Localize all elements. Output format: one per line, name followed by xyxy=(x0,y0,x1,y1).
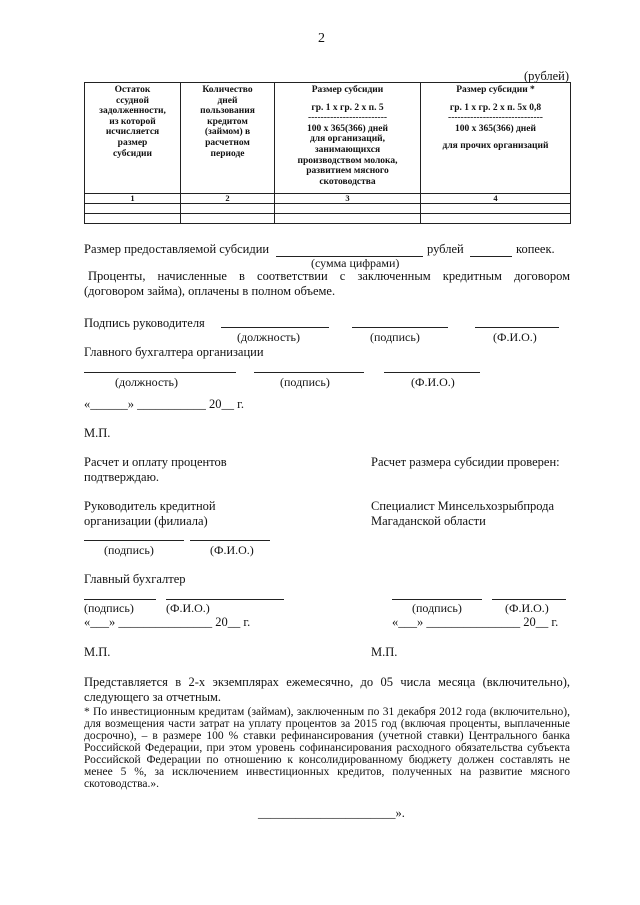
footnote: * По инвестиционным кредитам (займам), заключенным по 31 декабря 2012 года (включительно), для возмещения части затрат на уплату процентов за 2015 год (включая проценты, выплаченные досрочно), – в размере 100 % ставки рефинансирования (учетной ставки) Центрального банка Российской Федерации, при этом уровень софинансирования расходного обязательства субъекта Российской Федерации по отношению к консолидированному бюджету должен составлять не менее 5 %, за исключением инвестиционных кредитов, полученных на развитие мясного скотоводства.». xyxy=(84,706,570,790)
specialist-name-field[interactable] xyxy=(492,599,566,600)
specialist-stamp: М.П. xyxy=(371,645,398,659)
head-signature-label: Подпись руководителя xyxy=(84,316,205,330)
table-row xyxy=(85,214,571,224)
submission-note: Представляется в 2-х экземплярах ежемесячно, до 05 числа месяца (включительно), следующего за отчетным. xyxy=(84,675,570,704)
bank-head-line2: организации (филиала) xyxy=(84,514,208,528)
bank-head-signature-field[interactable] xyxy=(84,540,184,541)
head-position-field[interactable] xyxy=(221,327,329,328)
confirm-label-line1: Расчет и оплату процентов xyxy=(84,455,227,469)
specialist-name-caption: (Ф.И.О.) xyxy=(505,601,549,615)
bank-date-line[interactable]: «___» _______________ 20__ г. xyxy=(84,615,251,629)
bank-stamp: М.П. xyxy=(84,645,111,659)
chief-accountant-org-label: Главного бухгалтера организации xyxy=(84,345,264,359)
subsidy-kop-label: копеек. xyxy=(516,242,555,256)
page-number: 2 xyxy=(318,31,325,46)
subsidy-table xyxy=(84,82,571,224)
bank-head-name-caption: (Ф.И.О.) xyxy=(210,543,254,557)
col1-header: Остаток ссудной задолженности, из которой исчисляется размер субсидии xyxy=(85,83,181,194)
specialist-signature-field[interactable] xyxy=(392,599,482,600)
table-row xyxy=(85,204,571,214)
col-number-3: 3 xyxy=(275,194,421,204)
col-number-1: 1 xyxy=(85,194,181,204)
bank-chief-name-caption: (Ф.И.О.) xyxy=(166,601,210,615)
head-signature-caption: (подпись) xyxy=(370,330,420,344)
bank-head-name-field[interactable] xyxy=(190,540,270,541)
subsidy-rub-label: рублей xyxy=(427,242,464,256)
bank-head-signature-caption: (подпись) xyxy=(104,543,154,557)
stamp-1: М.П. xyxy=(84,426,111,440)
confirm-label-line2: подтверждаю. xyxy=(84,470,160,484)
specialist-signature-caption: (подпись) xyxy=(412,601,462,615)
closing-line: ______________________». xyxy=(258,806,405,820)
date-line-1[interactable]: «______» ___________ 20__ г. xyxy=(84,397,244,411)
chief-org-signature-caption: (подпись) xyxy=(280,375,330,389)
chief-org-position-caption: (должность) xyxy=(115,375,178,389)
bank-chief-signature-caption: (подпись) xyxy=(84,601,134,615)
specialist-line2: Магаданской области xyxy=(371,514,486,528)
bank-chief-name-field[interactable] xyxy=(166,599,284,600)
bank-chief-accountant-label: Главный бухгалтер xyxy=(84,572,186,586)
head-name-field[interactable] xyxy=(475,327,559,328)
col2-header: Количество дней пользования кредитом (займом) в расчетном периоде xyxy=(181,83,275,194)
col-number-2: 2 xyxy=(181,194,275,204)
bank-head-line1: Руководитель кредитной xyxy=(84,499,216,513)
col3-header: Размер субсидии гр. 1 х гр. 2 х п. 5 ------------------------- 100 х 365(366) дней для организаций, занимающихся производством молока, развитием мясного скотоводства xyxy=(275,83,421,194)
unit-label: (рублей) xyxy=(524,69,570,83)
head-position-caption: (должность) xyxy=(237,330,300,344)
chief-org-position-field[interactable] xyxy=(84,372,236,373)
subsidy-amount-hint: (сумма цифрами) xyxy=(311,256,400,270)
head-name-caption: (Ф.И.О.) xyxy=(493,330,537,344)
subsidy-kop-field[interactable] xyxy=(470,256,512,257)
chief-org-signature-field[interactable] xyxy=(254,372,364,373)
specialist-line1: Специалист Минсельхозрыбпрода xyxy=(371,499,555,513)
interest-paragraph: Проценты, начисленные в соответствии с заключенным кредитным договором (договором займа), оплачены в полном объеме. xyxy=(84,269,570,298)
col4-header: Размер субсидии * гр. 1 х гр. 2 х п. 5х 0,8 ------------------------------ 100 х 365(366) дней для прочих организаций xyxy=(421,83,571,194)
col-number-4: 4 xyxy=(421,194,571,204)
head-signature-field[interactable] xyxy=(352,327,448,328)
checked-label: Расчет размера субсидии проверен: xyxy=(371,455,560,469)
chief-org-name-field[interactable] xyxy=(384,372,480,373)
subsidy-amount-label: Размер предоставляемой субсидии xyxy=(84,242,270,256)
bank-chief-signature-field[interactable] xyxy=(84,599,156,600)
specialist-date-line[interactable]: «___» _______________ 20__ г. xyxy=(392,615,559,629)
chief-org-name-caption: (Ф.И.О.) xyxy=(411,375,455,389)
